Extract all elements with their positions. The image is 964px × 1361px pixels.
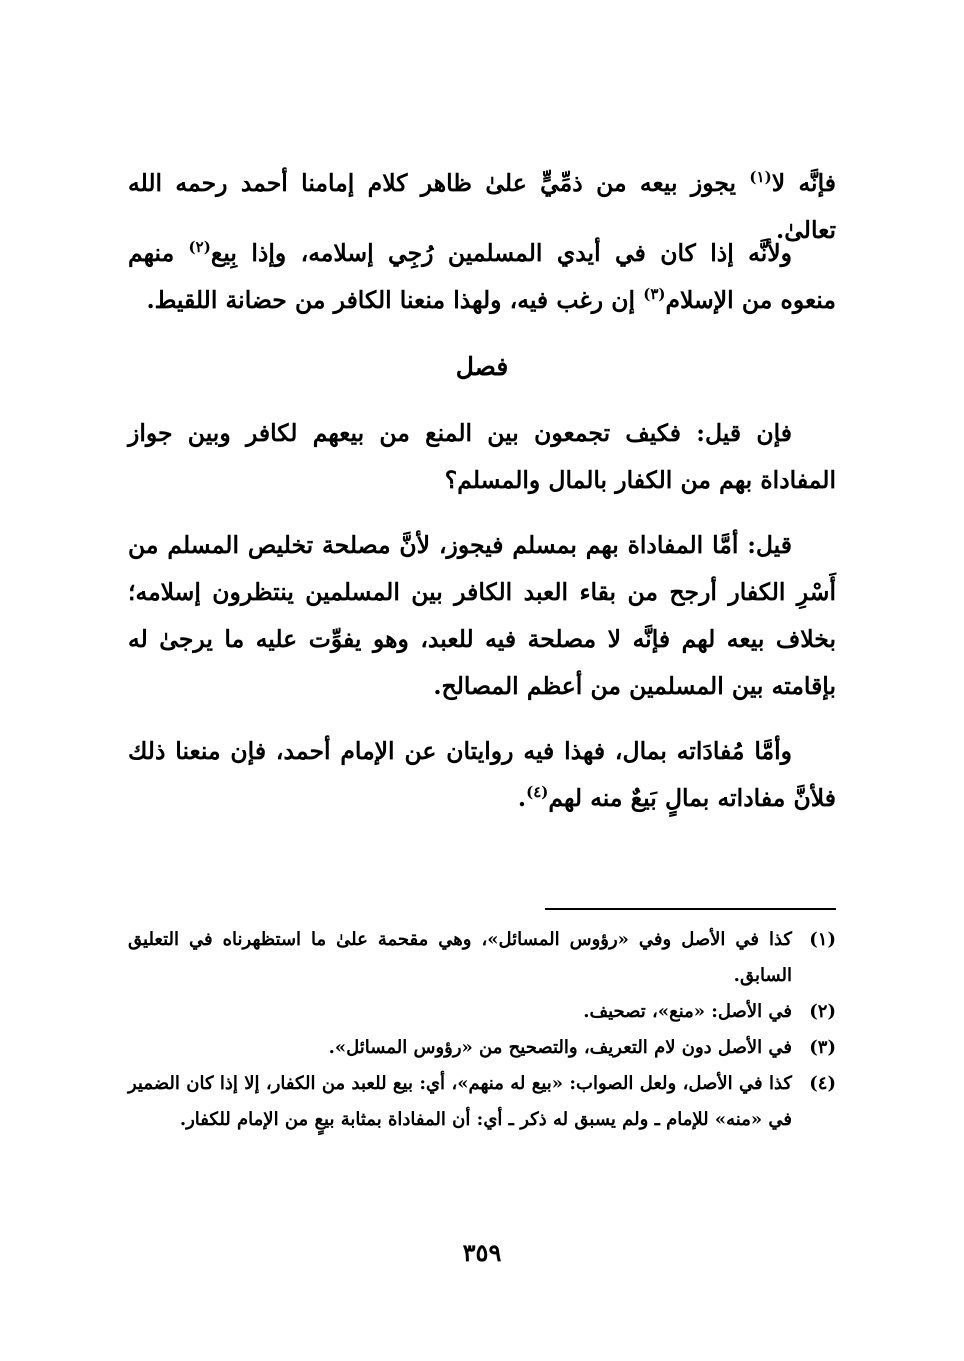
paragraph-2-text-a: ولأنَّه إذا كان في أيدي المسلمين رُجِي إسلامه، وإذا بِيع [210,239,792,267]
footnote-2-number: (٢) [809,1001,836,1022]
paragraph-4-lead: قيل: [747,531,792,559]
footnote-ref-3[interactable]: (٣) [643,285,666,303]
paragraph-2 [128,230,836,324]
footnote-4-number: (٤) [809,1073,836,1094]
footnote-3-number: (٣) [809,1037,836,1058]
paragraph-1-text-b: يجوز بيعه من ذمِّيٍّ علىٰ ظاهر كلام إمامنا أحمد رحمه الله تعالىٰ. [128,169,836,244]
paragraph-5-text-a: وأمَّا مُفادَاته بمال، فهذا فيه روايتان عن الإمام أحمد، فإن منعنا ذلك فلأنَّ مفاداته بمالٍ بَيعٌ منه لهم [128,737,836,812]
footnote-ref-1[interactable]: (١) [749,168,772,186]
footnote-4-text: كذا في الأصل، ولعل الصواب: «بيع له منهم»، أي: بيع للعبد من الكفار، إلا إذا كان الضمير في «منه» للإمام ـ ولم يسبق له ذكر ـ أي: أن المفاداة بمثابة بيعٍ من الإمام للكفار. [128,1073,792,1130]
paragraph-2-text-c: إن رغب فيه، ولهذا منعنا الكافر من حضانة اللقيط. [146,286,644,314]
footnote-4 [128,1066,836,1138]
paragraph-4 [128,522,836,710]
footnote-2-text: في الأصل: «منع»، تصحيف. [583,1001,792,1022]
footnote-1 [128,922,836,994]
paragraph-3-lead: فإن قيل: [696,419,792,447]
footnote-ref-2[interactable]: (٢) [188,238,211,256]
footnote-1-number: (١) [809,929,836,950]
footnote-ref-4[interactable]: (٤) [526,783,549,801]
footnote-1-text: كذا في الأصل وفي «رؤوس المسائل»، وهي مقحمة علىٰ ما استظهرناه في التعليق السابق. [128,929,792,986]
footnote-3 [128,1030,836,1066]
paragraph-5-text-b: . [517,784,527,812]
paragraph-3-text: فكيف تجمعون بين المنع من بيعهم لكافر وبين جواز المفاداة بهم من الكفار بالمال والمسلم؟ [128,419,836,494]
paragraph-3 [128,410,836,504]
paragraph-5 [128,728,836,822]
section-title: فصل [455,352,509,381]
page-number: ٣٥٩ [462,1238,502,1267]
paragraph-1-text-a: فإنَّه لا [771,169,836,197]
footnote-2 [128,994,836,1030]
footnote-separator [545,908,836,910]
paragraph-2-text-b: منهم منعوه من الإسلام [128,239,836,314]
footnotes [128,922,836,1138]
footnote-3-text: في الأصل دون لام التعريف، والتصحيح من «رؤوس المسائل». [328,1037,792,1058]
paragraph-4-text: أمَّا المفاداة بهم بمسلم فيجوز، لأنَّ مصلحة تخليص المسلم من أَسْرِ الكفار أرجح من بقاء العبد الكافر بين المسلمين ينتظرون إسلامه؛ بخلاف بيعه لهم فإنَّه لا مصلحة فيه للعبد، وهو يفوِّت عليه ما يرجىٰ له بإقامته بين المسلمين من أعظم المصالح. [128,531,836,700]
